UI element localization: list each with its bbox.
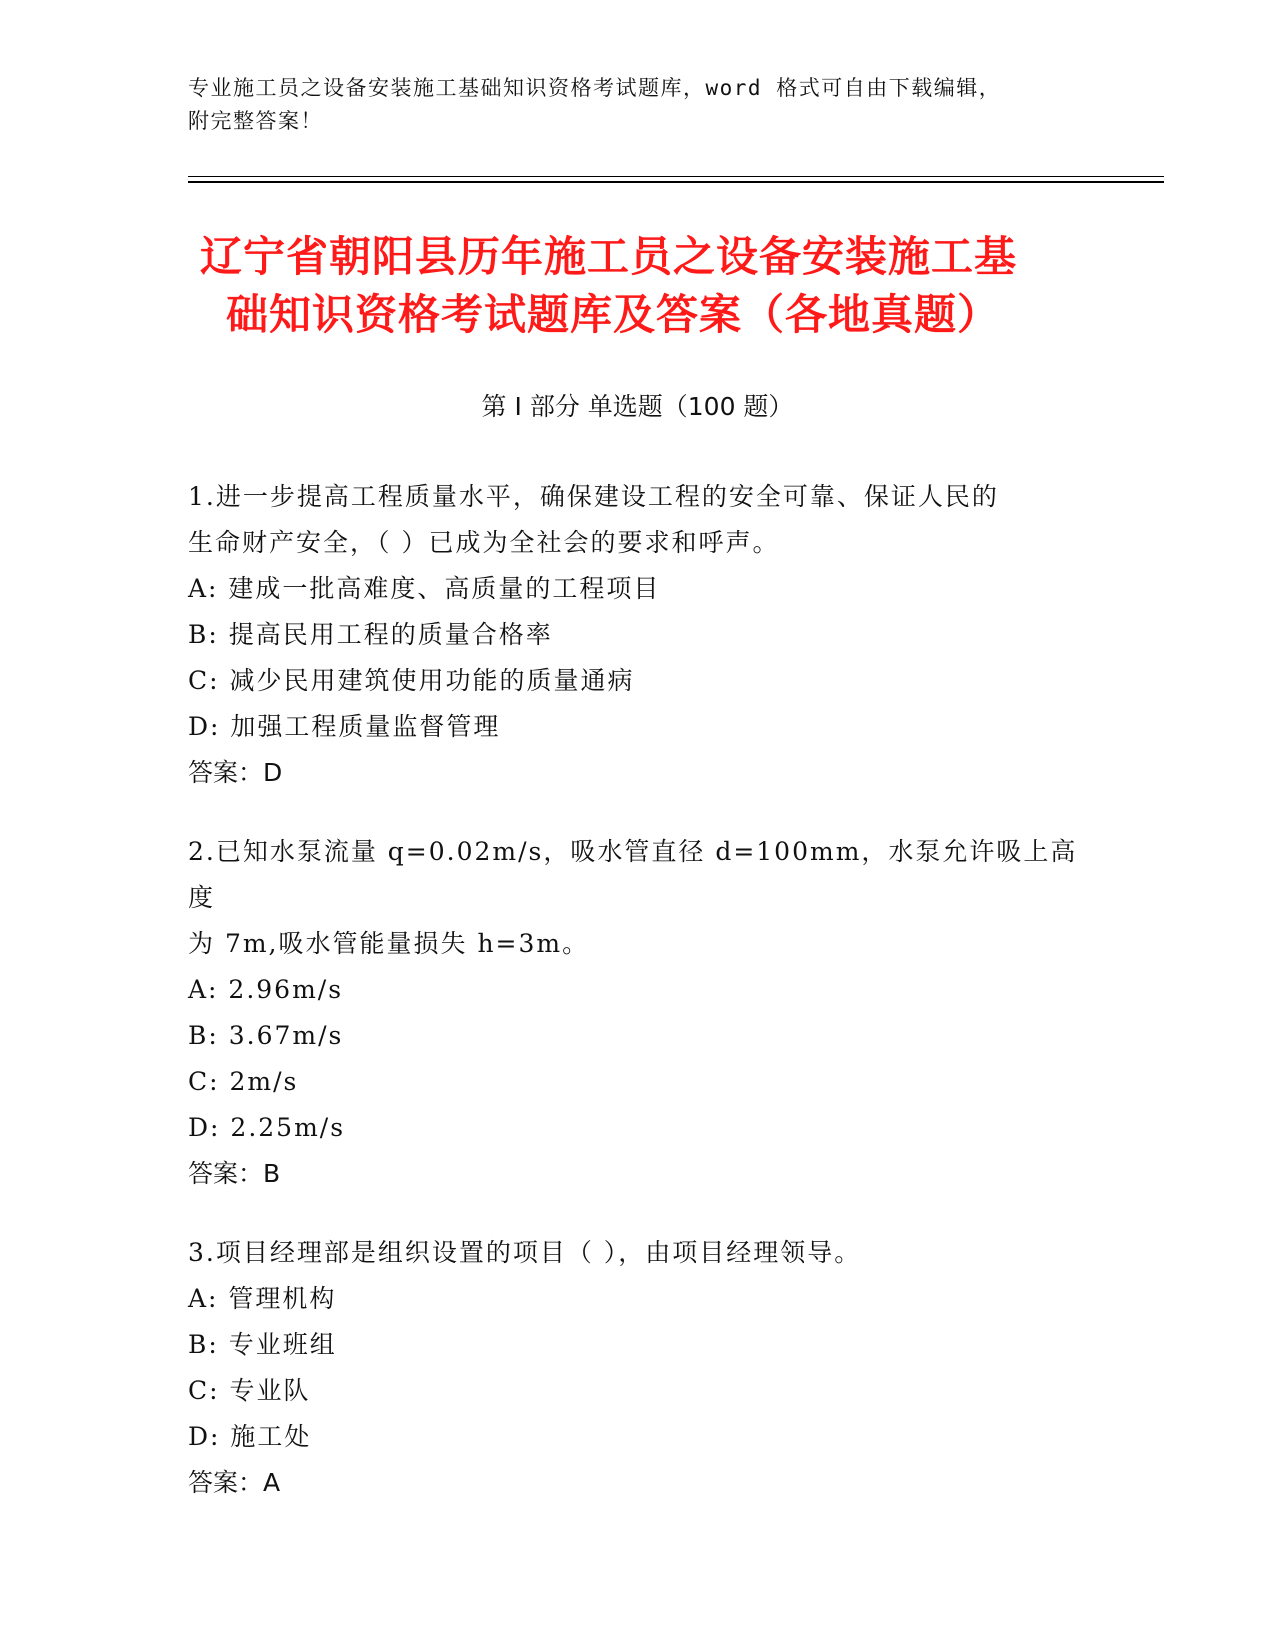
question-3	[188, 1230, 1088, 1506]
answer: 答案：B	[188, 1159, 281, 1188]
question-stem-continued: 生命财产安全，（ ）已成为全社会的要求和呼声。	[188, 528, 780, 557]
answer: 答案：D	[188, 758, 283, 787]
option-b: B: 提高民用工程的质量合格率	[188, 620, 553, 649]
question-1	[188, 474, 1088, 796]
option-a: A: 建成一批高难度、高质量的工程项目	[188, 574, 661, 603]
option-c: C: 减少民用建筑使用功能的质量通病	[188, 666, 635, 695]
question-2	[188, 829, 1088, 1197]
option-a: A: 管理机构	[188, 1284, 337, 1313]
option-b: B: 专业班组	[188, 1330, 337, 1359]
document-title	[200, 228, 1080, 344]
option-c: C: 2m/s	[188, 1067, 299, 1096]
answer: 答案：A	[188, 1468, 281, 1497]
question-list	[188, 474, 1088, 1539]
header-note	[188, 72, 1088, 138]
header-divider-thick	[188, 181, 1164, 183]
option-c: C: 专业队	[188, 1376, 311, 1405]
header-divider-thin	[188, 176, 1164, 177]
question-stem: 2.已知水泵流量 q=0.02m/s，吸水管直径 d=100mm，水泵允许吸上高度	[188, 837, 1078, 912]
document-title-line-2: 础知识资格考试题库及答案（各地真题）	[226, 290, 1001, 339]
option-d: D: 施工处	[188, 1422, 312, 1451]
option-d: D: 2.25m/s	[188, 1113, 346, 1142]
option-b: B: 3.67m/s	[188, 1021, 344, 1050]
question-stem: 3.项目经理部是组织设置的项目（ ），由项目经理领导。	[188, 1238, 862, 1267]
option-d: D: 加强工程质量监督管理	[188, 712, 501, 741]
option-a: A: 2.96m/s	[188, 975, 344, 1004]
header-note-line-1: 专业施工员之设备安装施工基础知识资格考试题库，word 格式可自由下载编辑，	[188, 76, 1002, 100]
question-stem-continued: 为 7m,吸水管能量损失 h=3m。	[188, 929, 590, 958]
question-stem: 1.进一步提高工程质量水平，确保建设工程的安全可靠、保证人民的	[188, 482, 999, 511]
document-title-line-1: 辽宁省朝阳县历年施工员之设备安装施工基	[200, 232, 1018, 281]
header-note-line-2: 附完整答案！	[188, 109, 323, 133]
section-heading: 第 I 部分 单选题（100 题）	[481, 392, 794, 421]
